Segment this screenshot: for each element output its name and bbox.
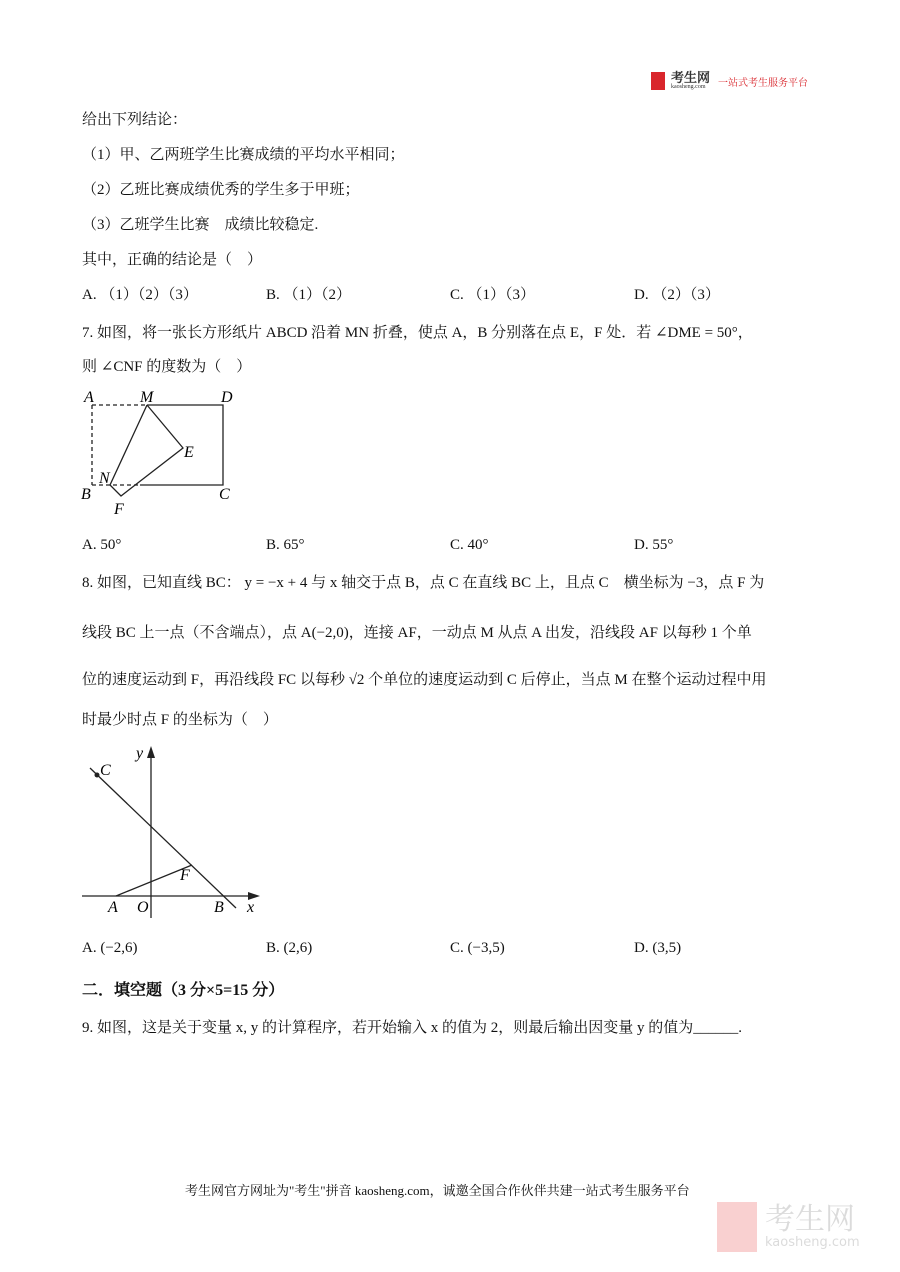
watermark-mark-icon [717, 1202, 757, 1252]
q8-text-line1: 8. 如图，已知直线 BC： y = −x + 4 与 x 轴交于点 B，点 C 在直线 BC 上，且点 C 横坐标为 −3，点 F 为 [82, 575, 765, 591]
q7-option-a: A. 50° [82, 537, 122, 553]
watermark-name: 考生网 [765, 1201, 855, 1237]
label-A: A [84, 389, 94, 406]
q6-conclusion-2: （2）乙班比赛成绩优秀的学生多于甲班； [82, 182, 360, 198]
q6-conclusion-1: （1）甲、乙两班学生比赛成绩的平均水平相同； [82, 147, 405, 163]
q6-option-a: A. （1）（2）（3） [82, 287, 198, 303]
q7-text-line1: 7. 如图，将一张长方形纸片 ABCD 沿着 MN 折叠，使点 A，B 分别落在点 E，F 处．若 ∠DME = 50°， [82, 325, 753, 341]
q8-option-d: D. (3,5) [634, 940, 682, 956]
q6-option-b: B. （1）（2） [266, 287, 352, 303]
label-D: D [221, 389, 233, 406]
watermark-domain: kaosheng.com [765, 1234, 860, 1250]
q6-intro: 给出下列结论： [82, 112, 188, 128]
q8-option-a: A. (−2,6) [82, 940, 138, 956]
label-N: N [99, 470, 110, 487]
label-B: B [81, 486, 91, 503]
q8-option-b: B. (2,6) [266, 940, 313, 956]
q8-text-line4: 时最少时点 F 的坐标为（ ） [82, 712, 278, 728]
q8-text-line3: 位的速度运动到 F，再沿线段 FC 以每秒 √2 个单位的速度运动到 C 后停止，当点 M 在整个运动过程中用 [82, 672, 767, 688]
q6-prompt: 其中，正确的结论是（ ） [82, 252, 263, 268]
label-F: F [114, 501, 124, 518]
q6-option-c: C. （1）（3） [450, 287, 536, 303]
label-M: M [140, 389, 154, 406]
label-A: A [108, 899, 118, 916]
header-logo [651, 72, 808, 90]
q7-option-d: D. 55° [634, 537, 674, 553]
q8-text-line2: 线段 BC 上一点（不含端点），点 A(−2,0)，连接 AF，一动点 M 从点 A 出发，沿线段 AF 以每秒 1 个单 [82, 625, 752, 641]
axis-label-x: x [247, 899, 255, 916]
logo-name: 考生网 [671, 70, 711, 85]
q8-figure [0, 0, 300, 930]
q8-option-c: C. (−3,5) [450, 940, 505, 956]
q6-option-d: D. （2）（3） [634, 287, 720, 303]
watermark-logo [717, 1202, 860, 1252]
axis-label-y: y [136, 745, 144, 762]
q7-option-b: B. 65° [266, 537, 305, 553]
label-O: O [137, 899, 149, 916]
label-C: C [100, 762, 111, 779]
label-E: E [184, 444, 194, 461]
label-B: B [214, 899, 224, 916]
q7-text-line2: 则 ∠CNF 的度数为（ ） [82, 359, 252, 375]
q6-conclusion-3: （3）乙班学生比赛 成绩比较稳定. [82, 217, 319, 233]
q9-text: 9. 如图，这是关于变量 x, y 的计算程序，若开始输入 x 的值为 2，则最后输出因变量 y 的值为______. [82, 1020, 743, 1036]
section-heading: 二．填空题（3 分×5=15 分） [82, 982, 285, 999]
logo-mark-icon [651, 72, 665, 90]
header-slogan: 一站式考生服务平台 [718, 77, 809, 89]
label-F: F [180, 867, 190, 884]
logo-domain: kaosheng.com [671, 84, 706, 90]
label-C: C [219, 486, 230, 503]
q7-option-c: C. 40° [450, 537, 489, 553]
footer-text: 考生网官方网址为"考生"拼音 kaosheng.com，诚邀全国合作伙伴共建一站式考生服务平台 [185, 1183, 690, 1198]
